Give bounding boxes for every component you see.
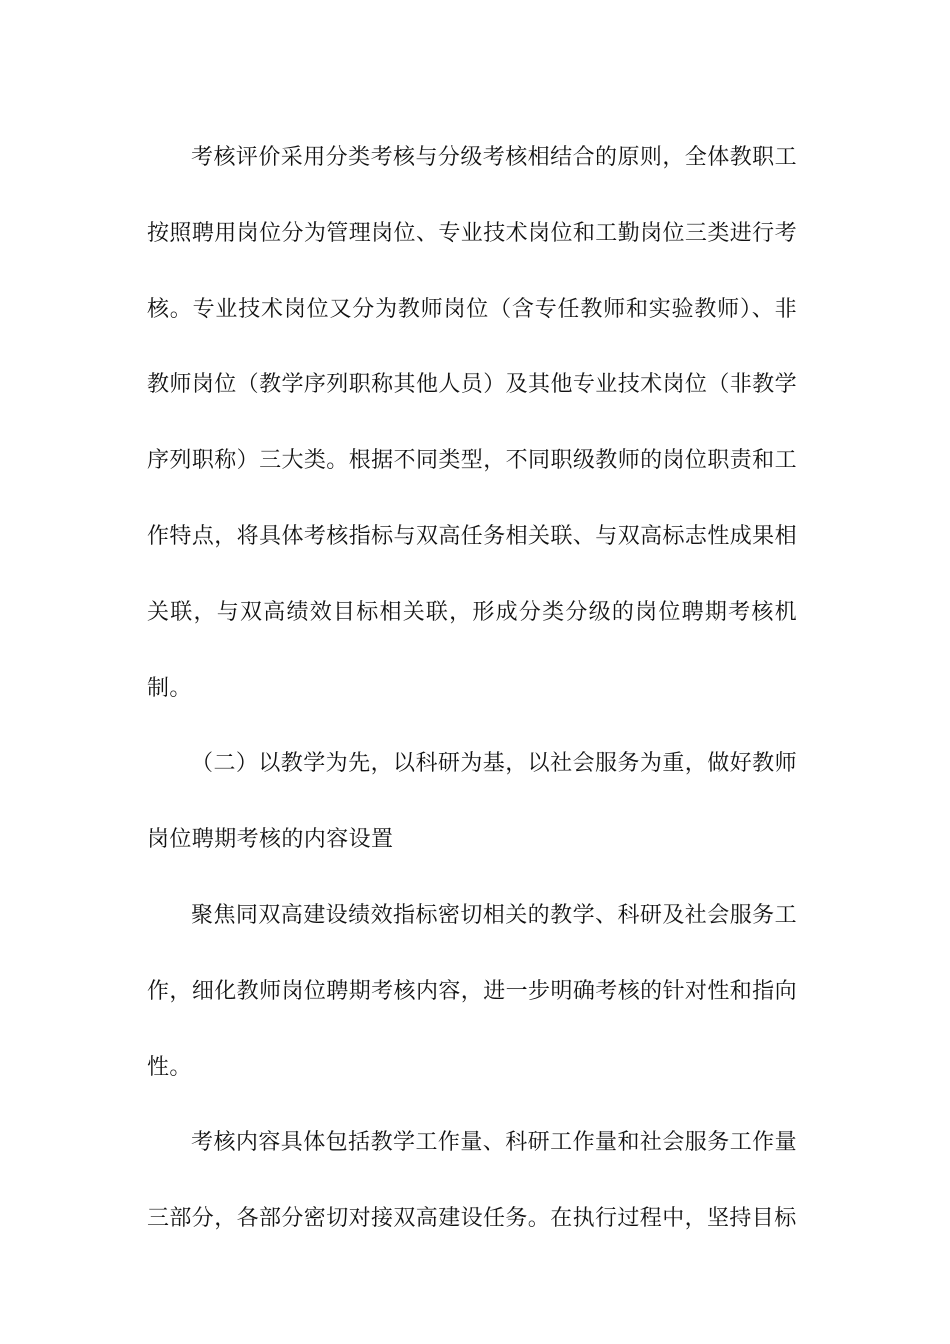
paragraph-classification-principle: 考核评价采用分类考核与分级考核相结合的原则，全体教职工按照聘用岗位分为管理岗位、专业技术岗位和工勤岗位三类进行考核。专业技术岗位又分为教师岗位（含专任教师和实验教师）、非教师岗位（教学序列职称其他人员）及其他专业技术岗位（非教学序列职称）三大类。根据不同类型，不同职级教师的岗位职责和工作特点，将具体考核指标与双高任务相关联、与双高标志性成果相关联，与双高绩效目标相关联，形成分类分级的岗位聘期考核机制。 — [147, 145, 797, 701]
section-heading-two: （二）以教学为先，以科研为基，以社会服务为重，做好教师岗位聘期考核的内容设置 — [147, 751, 797, 853]
paragraph-focus-indicators: 聚焦同双高建设绩效指标密切相关的教学、科研及社会服务工作，细化教师岗位聘期考核内容，进一步明确考核的针对性和指向性。 — [147, 902, 797, 1080]
paragraph-assessment-content: 考核内容具体包括教学工作量、科研工作量和社会服务工作量三部分，各部分密切对接双高建设任务。在执行过程中，坚持目标 — [147, 1130, 797, 1232]
document-body — [147, 120, 797, 1257]
